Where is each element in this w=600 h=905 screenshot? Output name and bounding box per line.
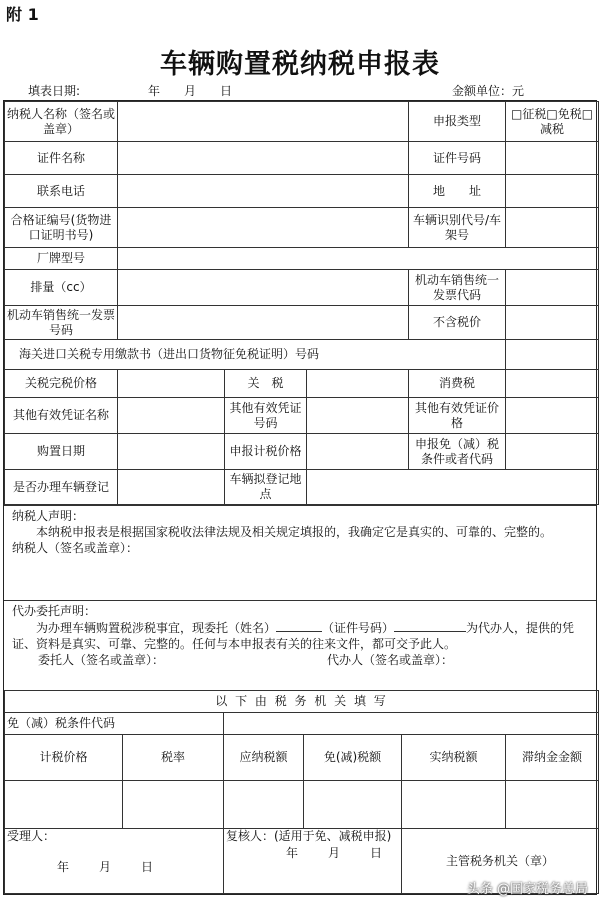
fill-date-label: 填表日期:	[28, 84, 81, 98]
displacement-field[interactable]	[118, 270, 409, 306]
receiver-label: 受理人：	[7, 829, 56, 843]
registration-label: 是否办理车辆登记	[5, 470, 118, 505]
fill-date-month: 月	[184, 84, 197, 98]
invoice-number-label: 机动车销售统一发票号码	[5, 306, 118, 340]
declared-price-label: 申报计税价格	[225, 434, 307, 470]
consumption-tax-field[interactable]	[506, 370, 599, 398]
address-field[interactable]	[506, 175, 599, 208]
header-tax-paid: 实纳税额	[402, 735, 506, 781]
price-excl-tax-field[interactable]	[506, 306, 599, 340]
declaration-form	[3, 100, 597, 895]
agent-decl-body-a: 为办理车辆购置税涉税事宜，现委托（姓名）	[36, 621, 277, 635]
invoice-number-field[interactable]	[118, 306, 409, 340]
authority-label: 主管税务机关（章）	[446, 853, 555, 868]
agent-name-blank[interactable]	[276, 619, 322, 632]
tax-rate-field[interactable]	[123, 781, 224, 829]
form-title: 车辆购置税纳税申报表	[160, 49, 440, 80]
reviewer-year: 年	[286, 846, 299, 860]
reviewer-label: 复核人：(适用于免、减税申报)	[226, 829, 392, 843]
reg-place-label: 车辆拟登记地点	[225, 470, 307, 505]
duty-paid-value-label: 关税完税价格	[5, 370, 118, 398]
header-late-fee: 滞纳金金额	[506, 735, 599, 781]
agent-decl-body-c: 为代办人，提供的凭证、资料是真实、可靠、完整的。任何与本申报表有关的往来文件，都可交予此人。	[12, 621, 575, 651]
taxpayer-decl-body: 本纳税申报表是根据国家税收法律法规及相关规定填报的，我确定它是真实的、可靠的、完整的。	[36, 525, 553, 539]
agent-decl-body-b: （证件号码）	[322, 621, 395, 635]
tax-office-table	[4, 690, 599, 894]
watermark: 头条 @国家税务总局	[466, 882, 588, 897]
other-cert-no-label: 其他有效凭证号码	[225, 398, 307, 434]
declared-price-field[interactable]	[307, 434, 409, 470]
agent-decl-heading: 代办委托声明：	[12, 604, 97, 618]
receiver-date	[7, 860, 221, 875]
other-cert-price-label: 其他有效凭证价格	[409, 398, 506, 434]
registration-field[interactable]	[118, 470, 225, 505]
displacement-label: 排量（cc）	[5, 270, 118, 306]
conformity-cert-label: 合格证编号(货物进口证明书号)	[5, 208, 118, 248]
header-tax-exempted: 免(减)税额	[304, 735, 402, 781]
price-excl-tax-label: 不含税价	[409, 306, 506, 340]
vin-field[interactable]	[506, 208, 599, 248]
reviewer-month: 月	[328, 846, 341, 860]
invoice-code-label: 机动车销售统一发票代码	[409, 270, 506, 306]
other-cert-name-label: 其他有效凭证名称	[5, 398, 118, 434]
conformity-cert-field[interactable]	[118, 208, 409, 248]
invoice-code-field[interactable]	[506, 270, 599, 306]
consumption-tax-label: 消费税	[409, 370, 506, 398]
cert-number-label: 证件号码	[409, 142, 506, 175]
tax-exempted-field[interactable]	[304, 781, 402, 829]
exemption-code-row-label: 免（减）税条件代码	[5, 713, 224, 735]
vehicle-info-table	[4, 101, 599, 505]
receiver-month: 月	[99, 860, 112, 874]
declare-type-options[interactable]: □征税□免税□减税	[506, 102, 599, 142]
cert-name-field[interactable]	[118, 142, 409, 175]
agent-sign[interactable]: 代办人（签名或盖章）：	[327, 653, 454, 667]
phone-label: 联系电话	[5, 175, 118, 208]
taxpayer-declaration	[4, 505, 596, 600]
customs-receipt-field[interactable]	[506, 340, 599, 370]
tariff-label: 关 税	[225, 370, 307, 398]
cert-number-field[interactable]	[506, 142, 599, 175]
tax-payable-field[interactable]	[224, 781, 304, 829]
other-cert-name-field[interactable]	[118, 398, 225, 434]
address-label: 地 址	[409, 175, 506, 208]
reviewer-day: 日	[370, 846, 383, 860]
tax-paid-field[interactable]	[402, 781, 506, 829]
taxpayer-name-label: 纳税人名称（签名或盖章）	[5, 102, 118, 142]
phone-field[interactable]	[118, 175, 409, 208]
tax-price-field[interactable]	[5, 781, 123, 829]
purchase-date-field[interactable]	[118, 434, 225, 470]
exemption-code-row-field[interactable]	[224, 713, 599, 735]
late-fee-field[interactable]	[506, 781, 599, 829]
agent-id-blank[interactable]	[394, 619, 466, 632]
duty-paid-value-field[interactable]	[118, 370, 225, 398]
brand-model-field[interactable]	[118, 248, 599, 270]
tariff-field[interactable]	[307, 370, 409, 398]
appendix-label: 附 1	[6, 5, 39, 24]
taxpayer-decl-heading: 纳税人声明：	[12, 509, 85, 523]
tax-office-heading: 以 下 由 税 务 机 关 填 写	[5, 691, 599, 713]
receiver-year: 年	[57, 860, 70, 874]
principal-sign[interactable]: 委托人（签名或盖章）：	[38, 653, 165, 667]
reg-place-field[interactable]	[307, 470, 599, 505]
purchase-date-label: 购置日期	[5, 434, 118, 470]
header-tax-price: 计税价格	[5, 735, 123, 781]
agent-decl-body	[12, 619, 588, 652]
receiver-day: 日	[141, 860, 154, 874]
receiver-cell[interactable]	[5, 829, 224, 894]
exemption-code-label: 申报免（减）税条件或者代码	[409, 434, 506, 470]
other-cert-no-field[interactable]	[307, 398, 409, 434]
amount-unit: 金额单位：元	[452, 84, 525, 98]
customs-receipt-label: 海关进口关税专用缴款书（进出口货物征免税证明）号码	[5, 340, 506, 370]
vin-label: 车辆识别代号/车架号	[409, 208, 506, 248]
header-tax-payable: 应纳税额	[224, 735, 304, 781]
agent-declaration	[4, 600, 596, 690]
taxpayer-decl-sign[interactable]: 纳税人（签名或盖章）：	[12, 541, 139, 555]
other-cert-price-field[interactable]	[506, 398, 599, 434]
exemption-code-field[interactable]	[506, 434, 599, 470]
declare-type-label: 申报类型	[409, 102, 506, 142]
brand-model-label: 厂牌型号	[5, 248, 118, 270]
header-tax-rate: 税率	[123, 735, 224, 781]
fill-date-day: 日	[220, 84, 233, 98]
fill-date-year: 年	[148, 84, 161, 98]
cert-name-label: 证件名称	[5, 142, 118, 175]
reviewer-date	[226, 846, 399, 861]
reviewer-cell[interactable]	[224, 829, 402, 894]
taxpayer-name-field[interactable]	[118, 102, 409, 142]
